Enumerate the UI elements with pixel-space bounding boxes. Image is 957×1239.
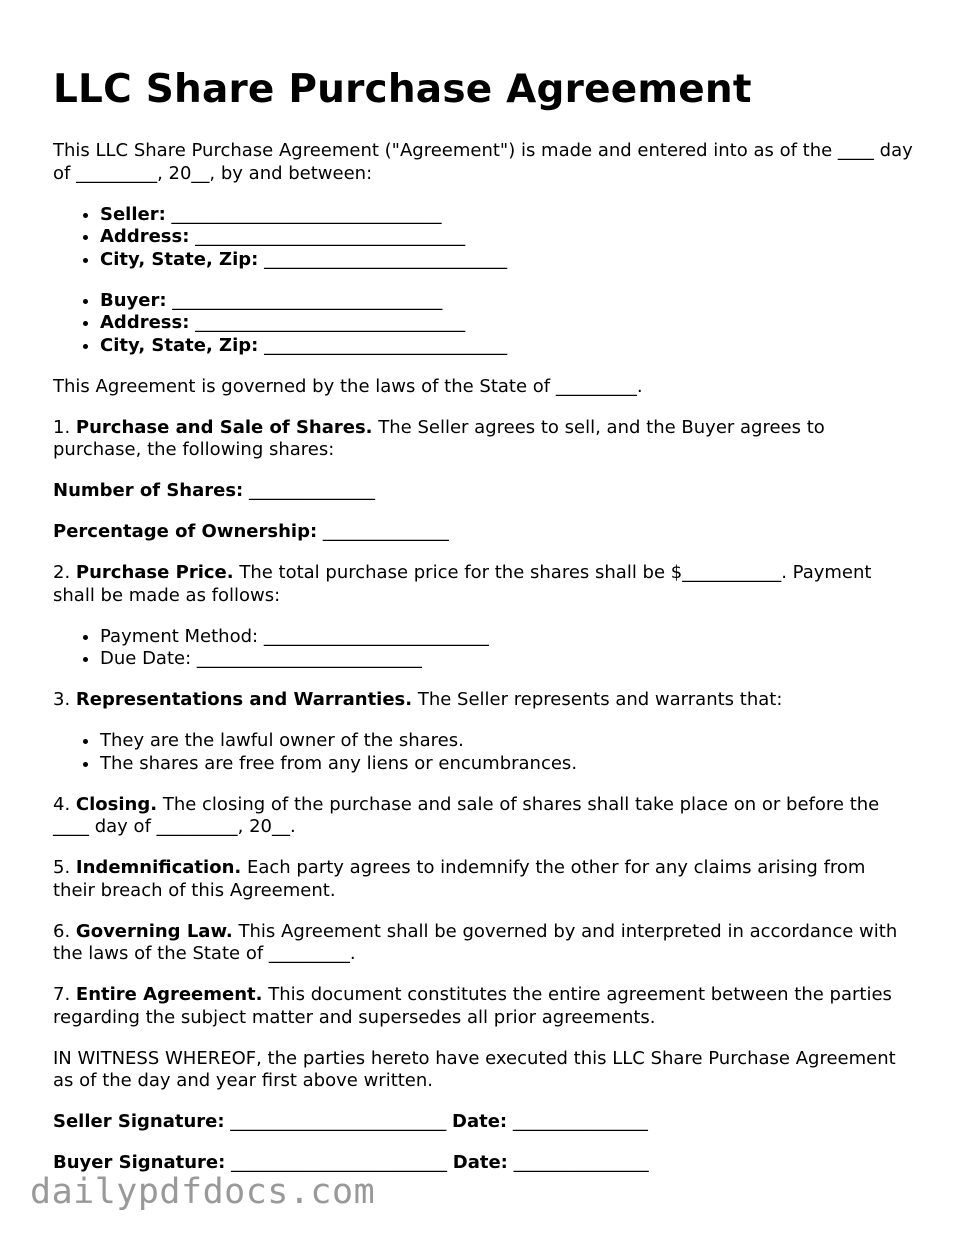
list-item — [100, 204, 913, 227]
due-date-item: • Due Date: _________________________ — [100, 648, 913, 671]
witness-paragraph: IN WITNESS WHEREOF, the parties hereto have executed this LLC Share Purchase Agreement as of the day and year first above written. — [53, 1047, 896, 1091]
section-heading: Closing. — [75, 793, 158, 815]
section-closing — [53, 794, 913, 839]
section-heading: Purchase and Sale of Shares. — [75, 416, 373, 438]
seller-name-blank: ______________________________ — [171, 203, 442, 225]
number-of-shares-label: Number of Shares: — [53, 480, 244, 501]
section-text: This document constitutes the entire agreement between the parties regarding the subject matter and supersedes all prior agreements. — [53, 984, 892, 1028]
governing-state-line: This Agreement is governed by the laws of the State of _________. — [53, 375, 643, 397]
watermark: dailypdfdocs.com — [30, 1172, 376, 1212]
section-heading: Indemnification. — [75, 857, 242, 878]
payment-method-item: • Payment Method: _________________________ — [100, 626, 913, 649]
seller-signature-blank: ________________________ — [230, 1111, 447, 1132]
buyer-name-blank: ______________________________ — [172, 289, 443, 311]
section-text: The total purchase price for the shares shall be $___________. Payment shall be made as follows: — [53, 562, 872, 606]
document-page — [53, 66, 913, 1193]
list-item — [100, 226, 913, 249]
section-indemnification — [53, 857, 913, 902]
section-text: This Agreement shall be governed by and interpreted in accordance with the laws of the State of _________. — [53, 920, 898, 964]
section-text: The Seller represents and warrants that: — [417, 689, 783, 710]
buyer-address-blank: ______________________________ — [195, 312, 466, 333]
warranties-list — [53, 730, 913, 775]
section-number: 1. — [53, 416, 71, 438]
section-number: 2. — [53, 562, 71, 583]
list-item: • The shares are free from any liens or encumbrances. — [100, 753, 913, 776]
section-purchase-price — [53, 562, 913, 607]
buyer-city-label: City, State, Zip: — [100, 334, 259, 356]
buyer-name-label: Buyer: — [100, 289, 167, 311]
list-item — [100, 290, 913, 313]
section-heading: Governing Law. — [75, 920, 233, 942]
buyer-signature-blank: ________________________ — [231, 1152, 448, 1173]
seller-name-label: Seller: — [100, 203, 166, 225]
number-of-shares-line — [53, 480, 913, 503]
section-purchase-and-sale — [53, 417, 913, 462]
number-of-shares-blank: ______________ — [249, 480, 375, 501]
section-number: 5. — [53, 857, 71, 878]
seller-address-label: Address: — [100, 226, 190, 247]
intro-paragraph: This LLC Share Purchase Agreement ("Agreement") is made and entered into as of the ____ day of _________, 20__, by and between: — [53, 140, 913, 184]
seller-signature-line — [53, 1111, 913, 1134]
list-item: • They are the lawful owner of the shares. — [100, 730, 913, 753]
list-item — [100, 249, 913, 272]
list-item — [100, 312, 913, 335]
section-number: 6. — [53, 920, 71, 942]
buyer-date-blank: _______________ — [513, 1152, 649, 1173]
section-heading: Purchase Price. — [75, 562, 234, 583]
section-representations — [53, 689, 913, 712]
list-item — [100, 335, 913, 358]
section-text: The Seller agrees to sell, and the Buyer agrees to purchase, the following shares: — [53, 416, 825, 460]
ownership-percentage-blank: ______________ — [322, 521, 449, 542]
buyer-signature-label: Buyer Signature: — [53, 1152, 226, 1173]
seller-details-list — [53, 204, 913, 272]
seller-city-blank: ___________________________ — [264, 248, 508, 270]
payment-terms-list — [53, 626, 913, 671]
seller-signature-label: Seller Signature: — [53, 1111, 225, 1132]
section-heading: Entire Agreement. — [75, 984, 263, 1005]
seller-date-label: Date: — [452, 1111, 508, 1132]
seller-address-blank: ______________________________ — [195, 226, 466, 247]
ownership-percentage-line — [53, 521, 913, 544]
document-title: LLC Share Purchase Agreement — [53, 67, 752, 112]
section-governing-law — [53, 921, 913, 966]
ownership-percentage-label: Percentage of Ownership: — [53, 521, 318, 542]
section-text: The closing of the purchase and sale of shares shall take place on or before the ____ day of _________, 20__. — [53, 793, 880, 837]
buyer-details-list — [53, 290, 913, 358]
buyer-address-label: Address: — [100, 312, 190, 333]
section-heading: Representations and Warranties. — [75, 689, 413, 710]
section-number: 4. — [53, 793, 71, 815]
section-text: Each party agrees to indemnify the other for any claims arising from their breach of this Agreement. — [53, 857, 866, 901]
buyer-city-blank: ___________________________ — [264, 334, 508, 356]
buyer-date-label: Date: — [452, 1152, 508, 1173]
section-number: 3. — [53, 689, 71, 710]
seller-city-label: City, State, Zip: — [100, 248, 259, 270]
section-entire-agreement — [53, 984, 913, 1029]
section-number: 7. — [53, 984, 71, 1005]
seller-date-blank: _______________ — [512, 1111, 648, 1132]
